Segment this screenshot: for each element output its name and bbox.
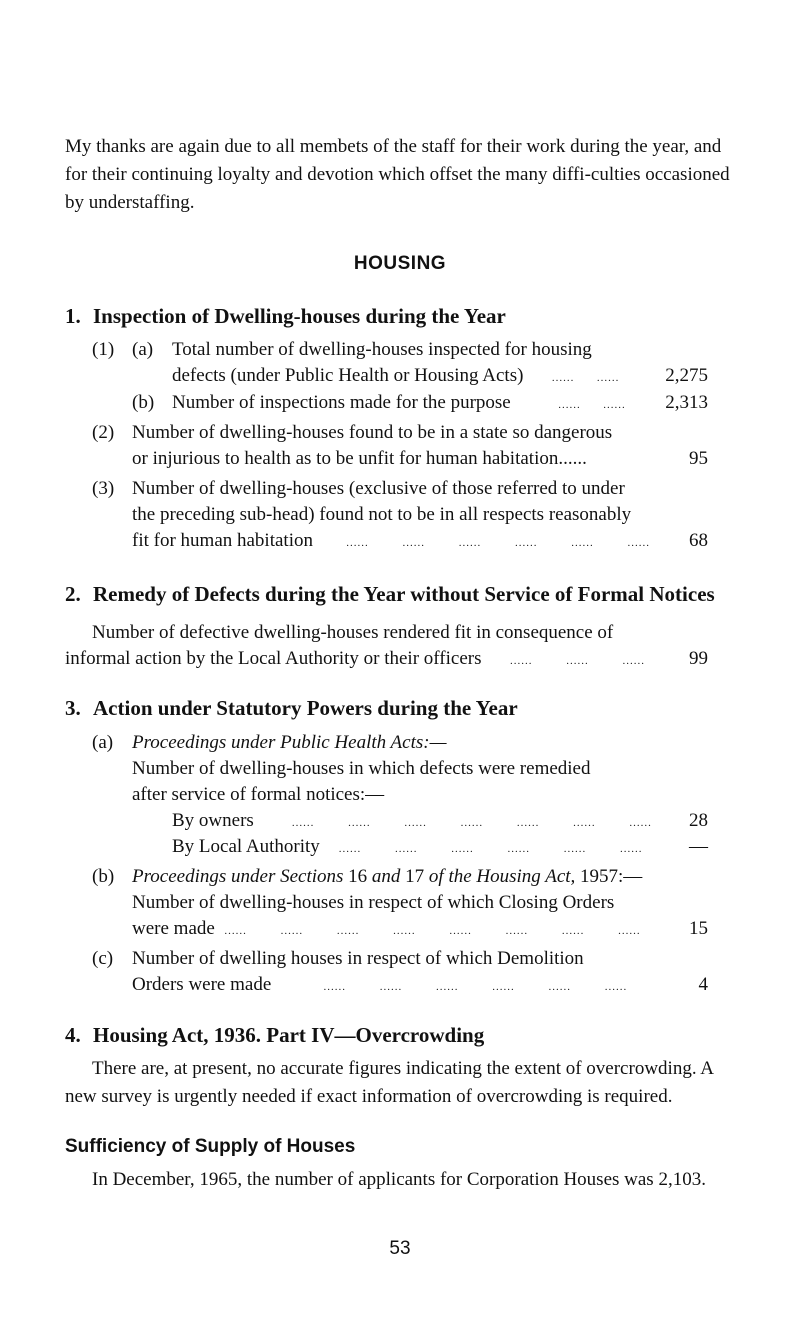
item-3b-line2: were made ...... ...... ...... ...... ...... ...... ...... ......	[132, 918, 641, 939]
item-1b-value: 2,313	[665, 392, 708, 413]
section-2-heading	[65, 580, 715, 608]
section-4-text: There are, at present, no accurate figures indicating the extent of overcrowding. A new survey is urgently needed if exact information of overcrowding is required.	[65, 1058, 713, 1107]
item-3b-marker: (b)	[92, 866, 115, 887]
by-owners-value: 28	[689, 810, 708, 831]
item-2-line1: Number of dwelling-houses found to be in a state so dangerous	[132, 422, 613, 443]
section-3-title: Action under Statutory Powers during the Year	[93, 696, 518, 720]
item-3-line2: the preceding sub-head) found not to be in all respects reasonably	[132, 504, 632, 525]
item-3c-line2: Orders were made ...... ...... ...... ...... ...... ......	[132, 974, 628, 995]
item-3c-line1: Number of dwelling houses in respect of which Demolition	[132, 948, 584, 969]
by-local-authority-value: —	[689, 836, 708, 857]
sufficiency-text: In December, 1965, the number of applicants for Corporation Houses was 2,103.	[92, 1169, 706, 1190]
by-local-authority-line: By Local Authority ...... ...... ...... ...... ...... ......	[172, 836, 643, 857]
section-1-number: 1.	[65, 304, 81, 328]
section-2-line1: Number of defective dwelling-houses rendered fit in consequence of	[92, 622, 614, 643]
section-1-title: Inspection of Dwelling-houses during the Year	[93, 304, 506, 328]
item-2-line2: or injurious to health as to be unfit for human habitation......	[132, 448, 587, 469]
section-4-title: Housing Act, 1936. Part IV—Overcrowding	[93, 1023, 485, 1047]
section-2-number: 2.	[65, 582, 81, 606]
item-3b-title: Proceedings under Sections 16 and 17 of the Housing Act, 1957:—	[132, 866, 643, 887]
item-1a-value: 2,275	[665, 365, 708, 386]
page-number: 53	[389, 1238, 411, 1259]
item-3b-value: 15	[689, 918, 708, 939]
item-3c-marker: (c)	[92, 948, 114, 969]
section-2-title: Remedy of Defects during the Year without Service of Formal Notices	[93, 582, 715, 606]
section-4-number: 4.	[65, 1023, 81, 1047]
section-3-heading	[65, 694, 518, 722]
section-4-heading	[65, 1021, 484, 1049]
sufficiency-heading: Sufficiency of Supply of Houses	[65, 1136, 356, 1157]
section-1-heading	[65, 302, 506, 330]
item-3a-marker: (a)	[92, 732, 114, 753]
item-3-line1: Number of dwelling-houses (exclusive of those referred to under	[132, 478, 625, 499]
section-2-value: 99	[689, 648, 708, 669]
item-3c-value: 4	[698, 974, 708, 995]
item-3-marker: (3)	[92, 478, 115, 499]
item-1b-line1: Number of inspections made for the purpose ...... ......	[172, 392, 626, 413]
intro-paragraph: My thanks are again due to all membets of the staff for their work during the year, and for their continuing loyalty and devotion which offset the many diffi-culties occasioned by understaffing.	[65, 136, 730, 213]
item-1a-line2: defects (under Public Health or Housing Acts) ...... ......	[172, 365, 620, 386]
item-3a-line2: after service of formal notices:—	[132, 784, 385, 805]
item-3a-title: Proceedings under Public Health Acts:—	[132, 732, 447, 753]
item-2-marker: (2)	[92, 422, 115, 443]
item-3b-line1: Number of dwelling-houses in respect of which Closing Orders	[132, 892, 615, 913]
section-2-line2: informal action by the Local Authority or their officers ...... ...... ......	[65, 648, 645, 669]
item-1a-marker: (a)	[132, 339, 154, 360]
item-2-value: 95	[689, 448, 708, 469]
section-heading-housing: HOUSING	[353, 253, 447, 274]
item-1b-marker: (b)	[132, 392, 155, 413]
item-3-line3: fit for human habitation ...... ...... ...... ...... ...... ......	[132, 530, 650, 551]
item-3a-line1: Number of dwelling-houses in which defects were remedied	[132, 758, 591, 779]
section-3-number: 3.	[65, 696, 81, 720]
by-owners-line: By owners ...... ...... ...... ...... ...... ...... ......	[172, 810, 652, 831]
item-1a-line1: Total number of dwelling-houses inspected for housing	[172, 339, 592, 360]
item-1-marker: (1)	[92, 339, 115, 360]
item-3-value: 68	[689, 530, 708, 551]
